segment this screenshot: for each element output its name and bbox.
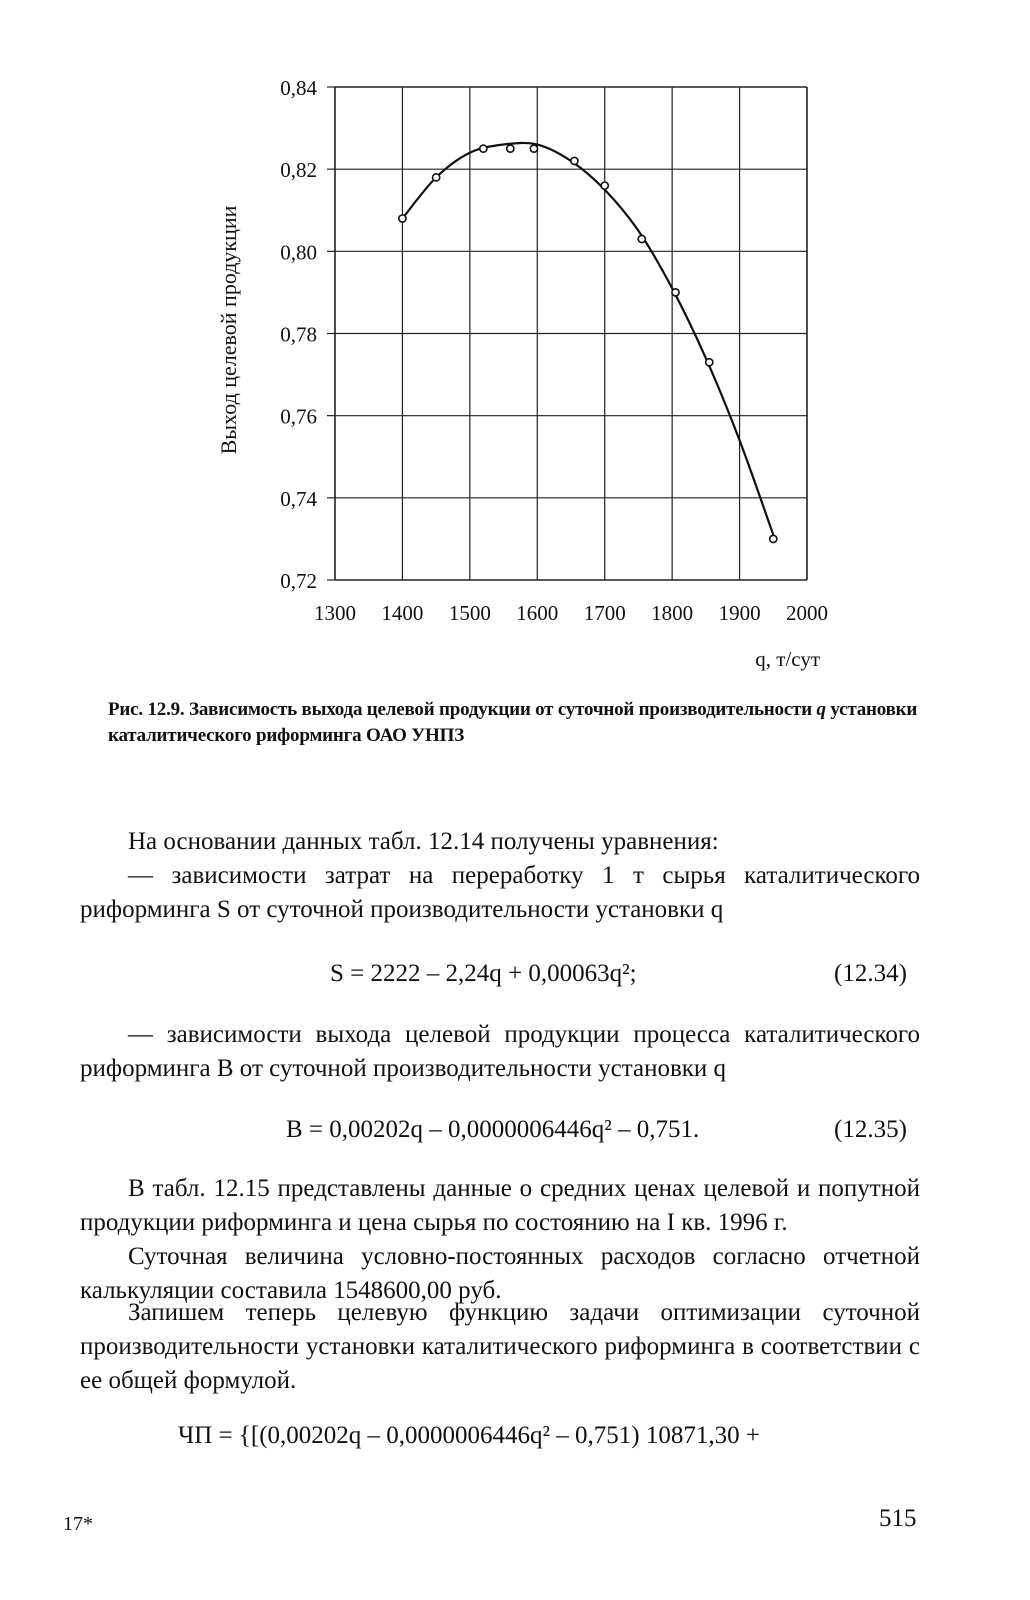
data-point [480, 145, 487, 152]
series-points [399, 145, 777, 542]
paragraph-intro: На основании данных табл. 12.14 получены уравнения: [128, 828, 719, 855]
equation-12-34: S = 2222 – 2,24q + 0,00063q²; [330, 960, 637, 987]
paragraph-prices: В табл. 12.15 представлены данные о средних ценах целевой и попутной продукции риформинга и цена сырья по состоянию на I кв. 1996 г. [80, 1175, 920, 1236]
y-tick-labels [280, 76, 317, 593]
caption-prefix: Рис. 12.9. Зависимость выхода целевой продукции от суточной производительности [108, 699, 812, 720]
x-tick-label: 1400 [381, 601, 424, 625]
y-tick-label: 0,78 [280, 322, 317, 347]
equation-net-profit: ЧП = {[(0,00202q – 0,0000006446q² – 0,751) 10871,30 + [178, 1422, 760, 1449]
paragraph-yield-dependency: — зависимости выхода целевой продукции процесса каталитического риформинга B от суточной производительности установки q [80, 1021, 920, 1082]
paragraph-objective: Запишем теперь целевую функцию задачи оптимизации суточной производительности установки каталитического риформинга в соответствии с ее общей формулой. [80, 1299, 920, 1394]
data-point [399, 215, 406, 222]
data-point [638, 235, 645, 242]
paragraph-cost-dependency: — зависимости затрат на переработку 1 т сырья каталитического риформинга S от суточной производительности установки q [80, 862, 920, 923]
y-tick-label: 0,80 [280, 240, 317, 265]
equation-number-12-34: (12.34) [834, 960, 907, 987]
data-point [571, 157, 578, 164]
y-tick-label: 0,72 [280, 569, 317, 593]
signature-mark: 17* [63, 1513, 93, 1535]
data-point [507, 145, 514, 152]
y-tick-label: 0,74 [280, 486, 317, 511]
chart-figure [200, 60, 860, 680]
paragraph-fixed-costs: Суточная величина условно-постоянных расходов согласно отчетной калькуляции составила 1548600,00 руб. [80, 1243, 920, 1304]
caption-variable: q [816, 699, 826, 720]
x-tick-label: 1300 [314, 601, 356, 625]
chart-grid [327, 87, 807, 580]
data-point [706, 359, 713, 366]
page-number: 515 [879, 1505, 917, 1532]
x-tick-label: 1700 [583, 601, 626, 625]
x-tick-label: 1500 [448, 601, 491, 625]
y-tick-label: 0,76 [280, 404, 317, 429]
figure-caption [108, 697, 923, 749]
x-tick-label: 1900 [718, 601, 761, 625]
caption-suffix: установки каталитического риформинга ОАО УНПЗ [108, 699, 918, 746]
yield-chart [200, 60, 860, 680]
y-tick-label: 0,82 [280, 158, 317, 183]
data-point [770, 535, 777, 542]
x-tick-labels [314, 601, 828, 625]
data-point [601, 182, 608, 189]
x-axis-label: q, т/сут [755, 647, 820, 671]
series-curve [402, 143, 773, 535]
x-tick-label: 2000 [786, 601, 828, 625]
equation-number-12-35: (12.35) [834, 1116, 907, 1143]
y-tick-label: 0,84 [280, 76, 317, 100]
x-tick-label: 1800 [651, 601, 694, 625]
data-point [672, 289, 679, 296]
equation-12-35: B = 0,00202q – 0,0000006446q² – 0,751. [286, 1116, 700, 1143]
data-point [433, 174, 440, 181]
data-point [530, 145, 537, 152]
series-line [402, 143, 773, 535]
x-tick-label: 1600 [516, 601, 559, 625]
y-axis-label: Выход целевой продукции [216, 205, 241, 455]
